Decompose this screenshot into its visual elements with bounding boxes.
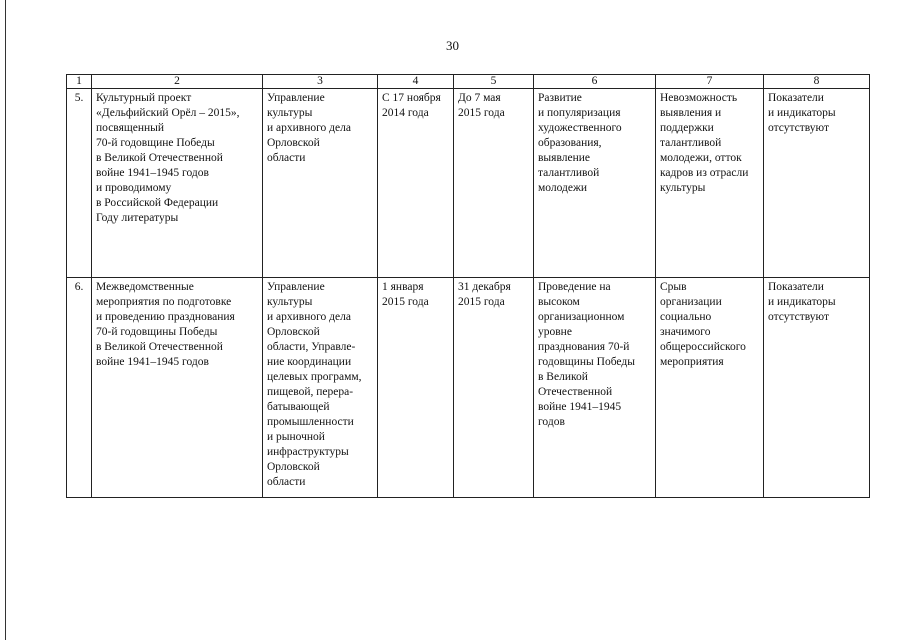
activity-name-cell: Культурный проект «Дельфийский Орёл – 2015», посвященный 70-й годовщине Победы в Великой Отечественной войне 1941–1945 годов и проводимому в Российской Федерации Году литературы [92, 89, 263, 278]
column-number-row [67, 75, 870, 89]
table-row [67, 278, 870, 498]
column-header: 3 [263, 75, 378, 89]
executor-cell: Управление культуры и архивного дела Орловской области, Управле- ние координации целевых программ, пищевой, перера- батывающей промышленности и рыночной инфраструктуры Орловской области [263, 278, 378, 498]
row-number-cell: 5. [67, 89, 92, 278]
column-header: 7 [656, 75, 764, 89]
risk-cell: Срыв организации социально значимого общероссийского мероприятия [656, 278, 764, 498]
page-left-border [5, 0, 6, 640]
activity-name-cell: Межведомственные мероприятия по подготовке и проведению празднования 70-й годовщины Победы в Великой Отечественной войне 1941–1945 годов [92, 278, 263, 498]
risk-cell: Невозможность выявления и поддержки талантливой молодежи, отток кадров из отрасли культуры [656, 89, 764, 278]
column-header: 1 [67, 75, 92, 89]
row-number-cell: 6. [67, 278, 92, 498]
column-header: 8 [764, 75, 870, 89]
expected-result-cell: Развитие и популяризация художественного образования, выявление талантливой молодежи [534, 89, 656, 278]
executor-cell: Управление культуры и архивного дела Орловской области [263, 89, 378, 278]
page-number: 30 [446, 38, 459, 53]
activities-table [66, 74, 870, 498]
column-header: 5 [454, 75, 534, 89]
column-header: 6 [534, 75, 656, 89]
indicators-cell: Показатели и индикаторы отсутствуют [764, 89, 870, 278]
column-header: 2 [92, 75, 263, 89]
expected-result-cell: Проведение на высоком организационном уровне празднования 70-й годовщины Победы в Великой Отечественной войне 1941–1945 годов [534, 278, 656, 498]
end-date-cell: До 7 мая 2015 года [454, 89, 534, 278]
indicators-cell: Показатели и индикаторы отсутствуют [764, 278, 870, 498]
column-header: 4 [378, 75, 454, 89]
end-date-cell: 31 декабря 2015 года [454, 278, 534, 498]
table-row [67, 89, 870, 278]
start-date-cell: 1 января 2015 года [378, 278, 454, 498]
start-date-cell: С 17 ноября 2014 года [378, 89, 454, 278]
